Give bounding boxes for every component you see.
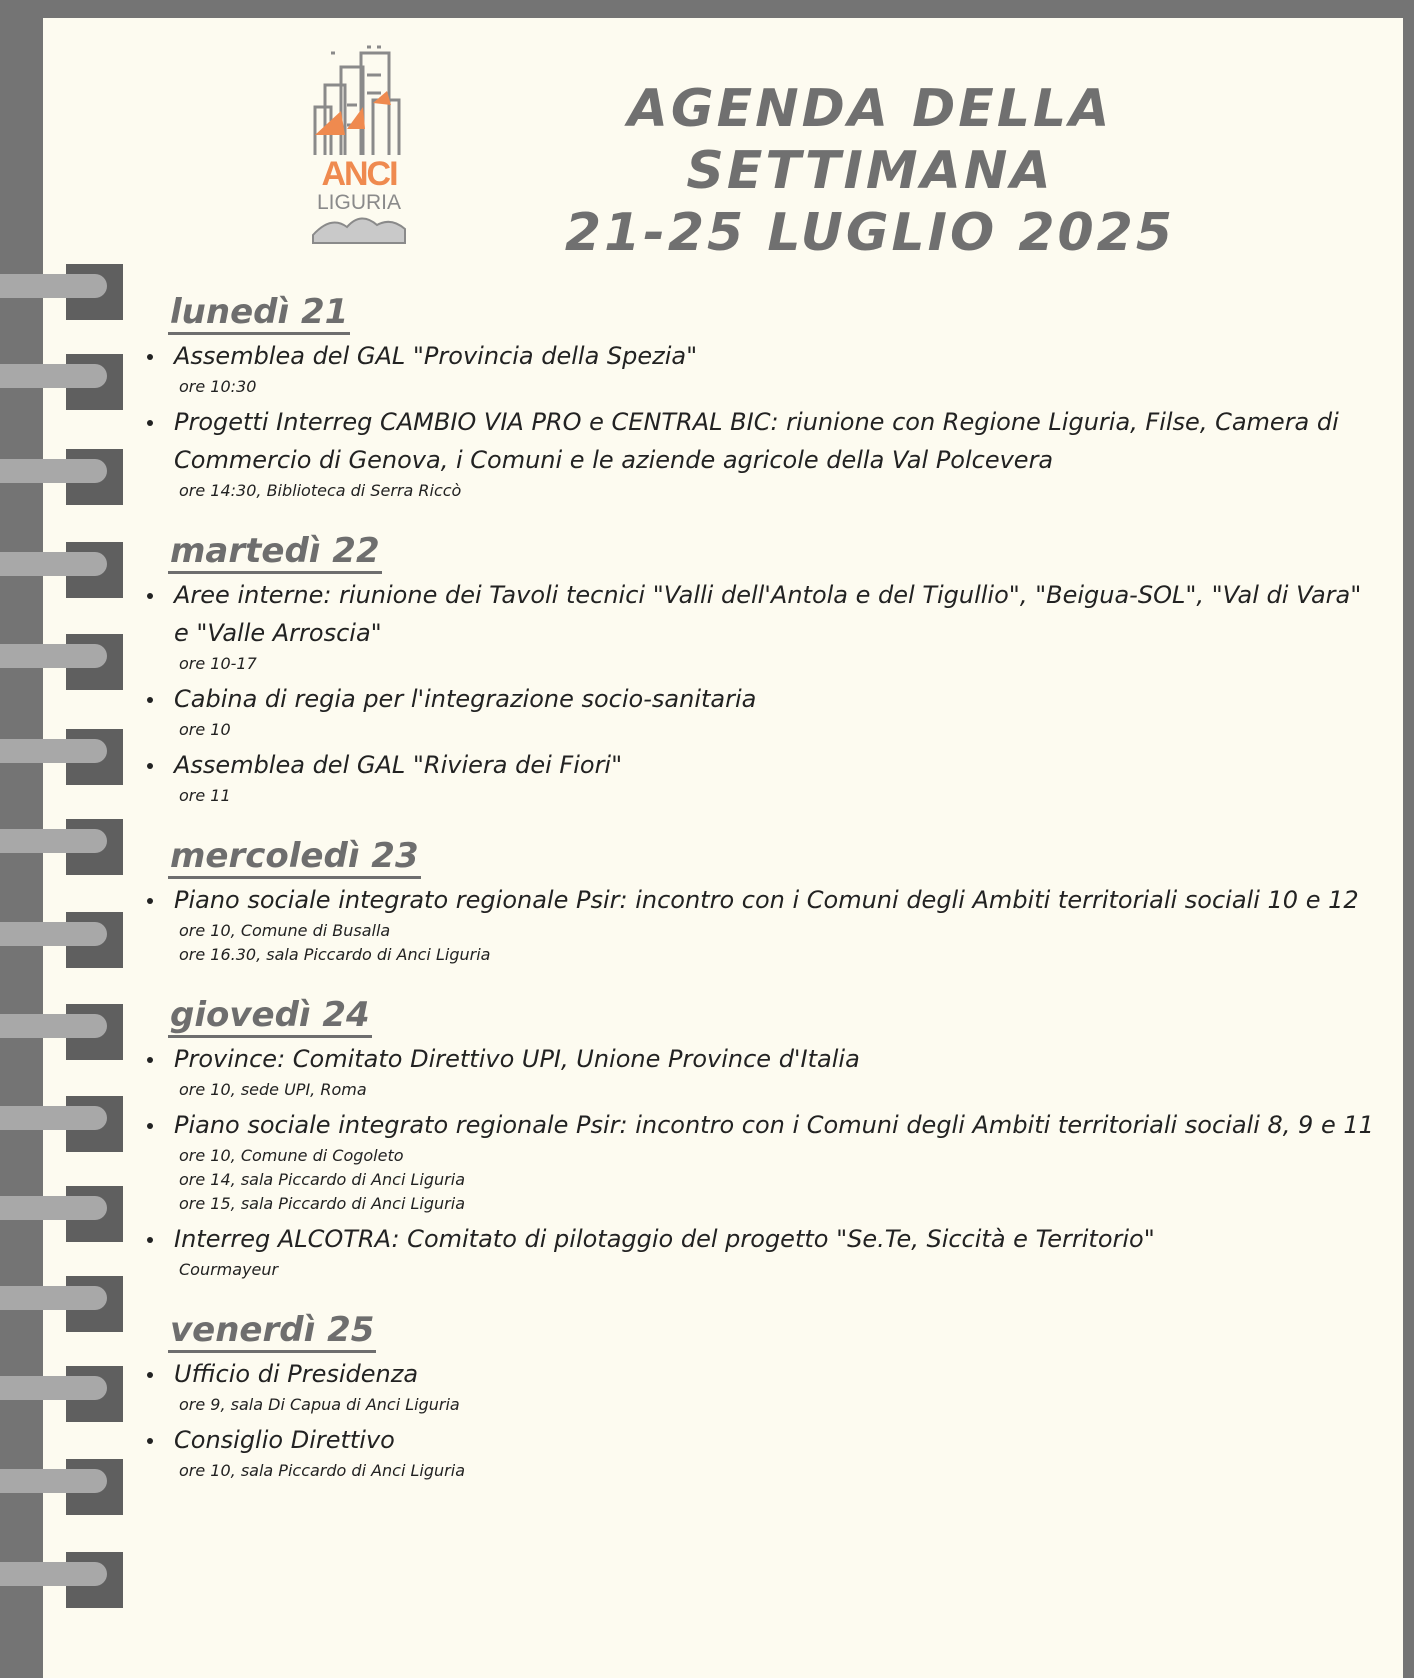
event-detail: ore 10, Comune di Busalla bbox=[179, 921, 391, 940]
event-item bbox=[140, 680, 1380, 742]
event-item bbox=[140, 576, 1380, 676]
event-item bbox=[140, 1355, 1380, 1417]
binding-ring bbox=[0, 1376, 107, 1400]
event-title: Province: Comitato Direttivo UPI, Unione Province d'Italia bbox=[174, 1045, 860, 1073]
event-list bbox=[140, 337, 1380, 503]
title-line-2: 21-25 LUGLIO 2025 bbox=[564, 203, 1176, 263]
event-title: Interreg ALCOTRA: Comitato di pilotaggio del progetto "Se.Te, Siccità e Territorio" bbox=[174, 1225, 1155, 1253]
event-detail: ore 10, Comune di Cogoleto bbox=[179, 1146, 404, 1165]
anci-liguria-logo bbox=[311, 45, 407, 257]
event-list bbox=[140, 576, 1380, 808]
event-list bbox=[140, 1355, 1380, 1483]
event-detail: ore 14, sala Piccardo di Anci Liguria bbox=[179, 1170, 465, 1189]
binding-ring bbox=[0, 459, 107, 483]
event-title: Ufficio di Presidenza bbox=[174, 1360, 419, 1388]
event-detail: ore 14:30, Biblioteca di Serra Riccò bbox=[179, 481, 462, 500]
page-title bbox=[440, 78, 1300, 264]
event-title: Aree interne: riunione dei Tavoli tecnici "Valli dell'Antola e del Tigullio", "Beigua-SOL", "Val di Vara" e "Valle Arroscia" bbox=[174, 581, 1362, 647]
binding-ring bbox=[0, 739, 107, 763]
event-list bbox=[140, 1040, 1380, 1282]
event-item bbox=[140, 881, 1380, 967]
event-detail: ore 9, sala Di Capua di Anci Liguria bbox=[179, 1395, 460, 1414]
event-detail: Courmayeur bbox=[179, 1260, 279, 1279]
event-list bbox=[140, 881, 1380, 967]
event-detail: ore 10 bbox=[179, 720, 231, 739]
agenda-day bbox=[140, 292, 1380, 503]
binding-ring bbox=[0, 1562, 107, 1586]
day-heading: mercoledì 23 bbox=[168, 836, 421, 879]
day-heading: martedì 22 bbox=[168, 531, 382, 574]
event-item bbox=[140, 1040, 1380, 1102]
logo-brand-text: ANCI bbox=[321, 155, 397, 193]
binding-ring bbox=[0, 829, 107, 853]
agenda-day bbox=[140, 1310, 1380, 1483]
event-title: Piano sociale integrato regionale Psir: incontro con i Comuni degli Ambiti territoriali sociali 10 e 12 bbox=[174, 886, 1359, 914]
day-heading: giovedì 24 bbox=[168, 995, 372, 1038]
title-line-1: AGENDA DELLA SETTIMANA bbox=[627, 79, 1113, 201]
event-title: Cabina di regia per l'integrazione socio-sanitaria bbox=[174, 685, 757, 713]
event-title: Assemblea del GAL "Riviera dei Fiori" bbox=[174, 751, 623, 779]
event-item bbox=[140, 337, 1380, 399]
binding-ring bbox=[0, 552, 107, 576]
weekly-agenda bbox=[140, 292, 1380, 1511]
logo-region-text: LIGURIA bbox=[316, 191, 402, 214]
event-item bbox=[140, 1106, 1380, 1216]
day-heading: lunedì 21 bbox=[168, 292, 350, 335]
event-title: Assemblea del GAL "Provincia della Spezia" bbox=[174, 342, 698, 370]
event-item bbox=[140, 746, 1380, 808]
binding-ring bbox=[0, 1014, 107, 1038]
binding-ring bbox=[0, 922, 107, 946]
binding-ring bbox=[0, 364, 107, 388]
binding-ring bbox=[0, 1106, 107, 1130]
event-detail: ore 10, sede UPI, Roma bbox=[179, 1080, 367, 1099]
event-title: Progetti Interreg CAMBIO VIA PRO e CENTRAL BIC: riunione con Regione Liguria, Filse, Camera di Commercio di Genova, i Comuni e le aziende agricole della Val Polcevera bbox=[174, 408, 1339, 474]
event-detail: ore 10:30 bbox=[179, 377, 257, 396]
event-item bbox=[140, 1421, 1380, 1483]
binding-ring bbox=[0, 1469, 107, 1493]
day-heading: venerdì 25 bbox=[168, 1310, 376, 1353]
event-detail: ore 15, sala Piccardo di Anci Liguria bbox=[179, 1194, 465, 1213]
event-detail: ore 10, sala Piccardo di Anci Liguria bbox=[179, 1461, 465, 1480]
event-detail: ore 10-17 bbox=[179, 654, 257, 673]
agenda-day bbox=[140, 836, 1380, 967]
binding-ring bbox=[0, 644, 107, 668]
event-title: Consiglio Direttivo bbox=[174, 1426, 395, 1454]
spiral-binding bbox=[0, 0, 130, 1660]
event-item bbox=[140, 1220, 1380, 1282]
agenda-day bbox=[140, 531, 1380, 808]
event-title: Piano sociale integrato regionale Psir: incontro con i Comuni degli Ambiti territoriali sociali 8, 9 e 11 bbox=[174, 1111, 1374, 1139]
event-item bbox=[140, 403, 1380, 503]
event-detail: ore 16.30, sala Piccardo di Anci Liguria bbox=[179, 945, 491, 964]
binding-ring bbox=[0, 1196, 107, 1220]
binding-ring bbox=[0, 1286, 107, 1310]
binding-ring bbox=[0, 274, 107, 298]
agenda-day bbox=[140, 995, 1380, 1282]
event-detail: ore 11 bbox=[179, 786, 231, 805]
